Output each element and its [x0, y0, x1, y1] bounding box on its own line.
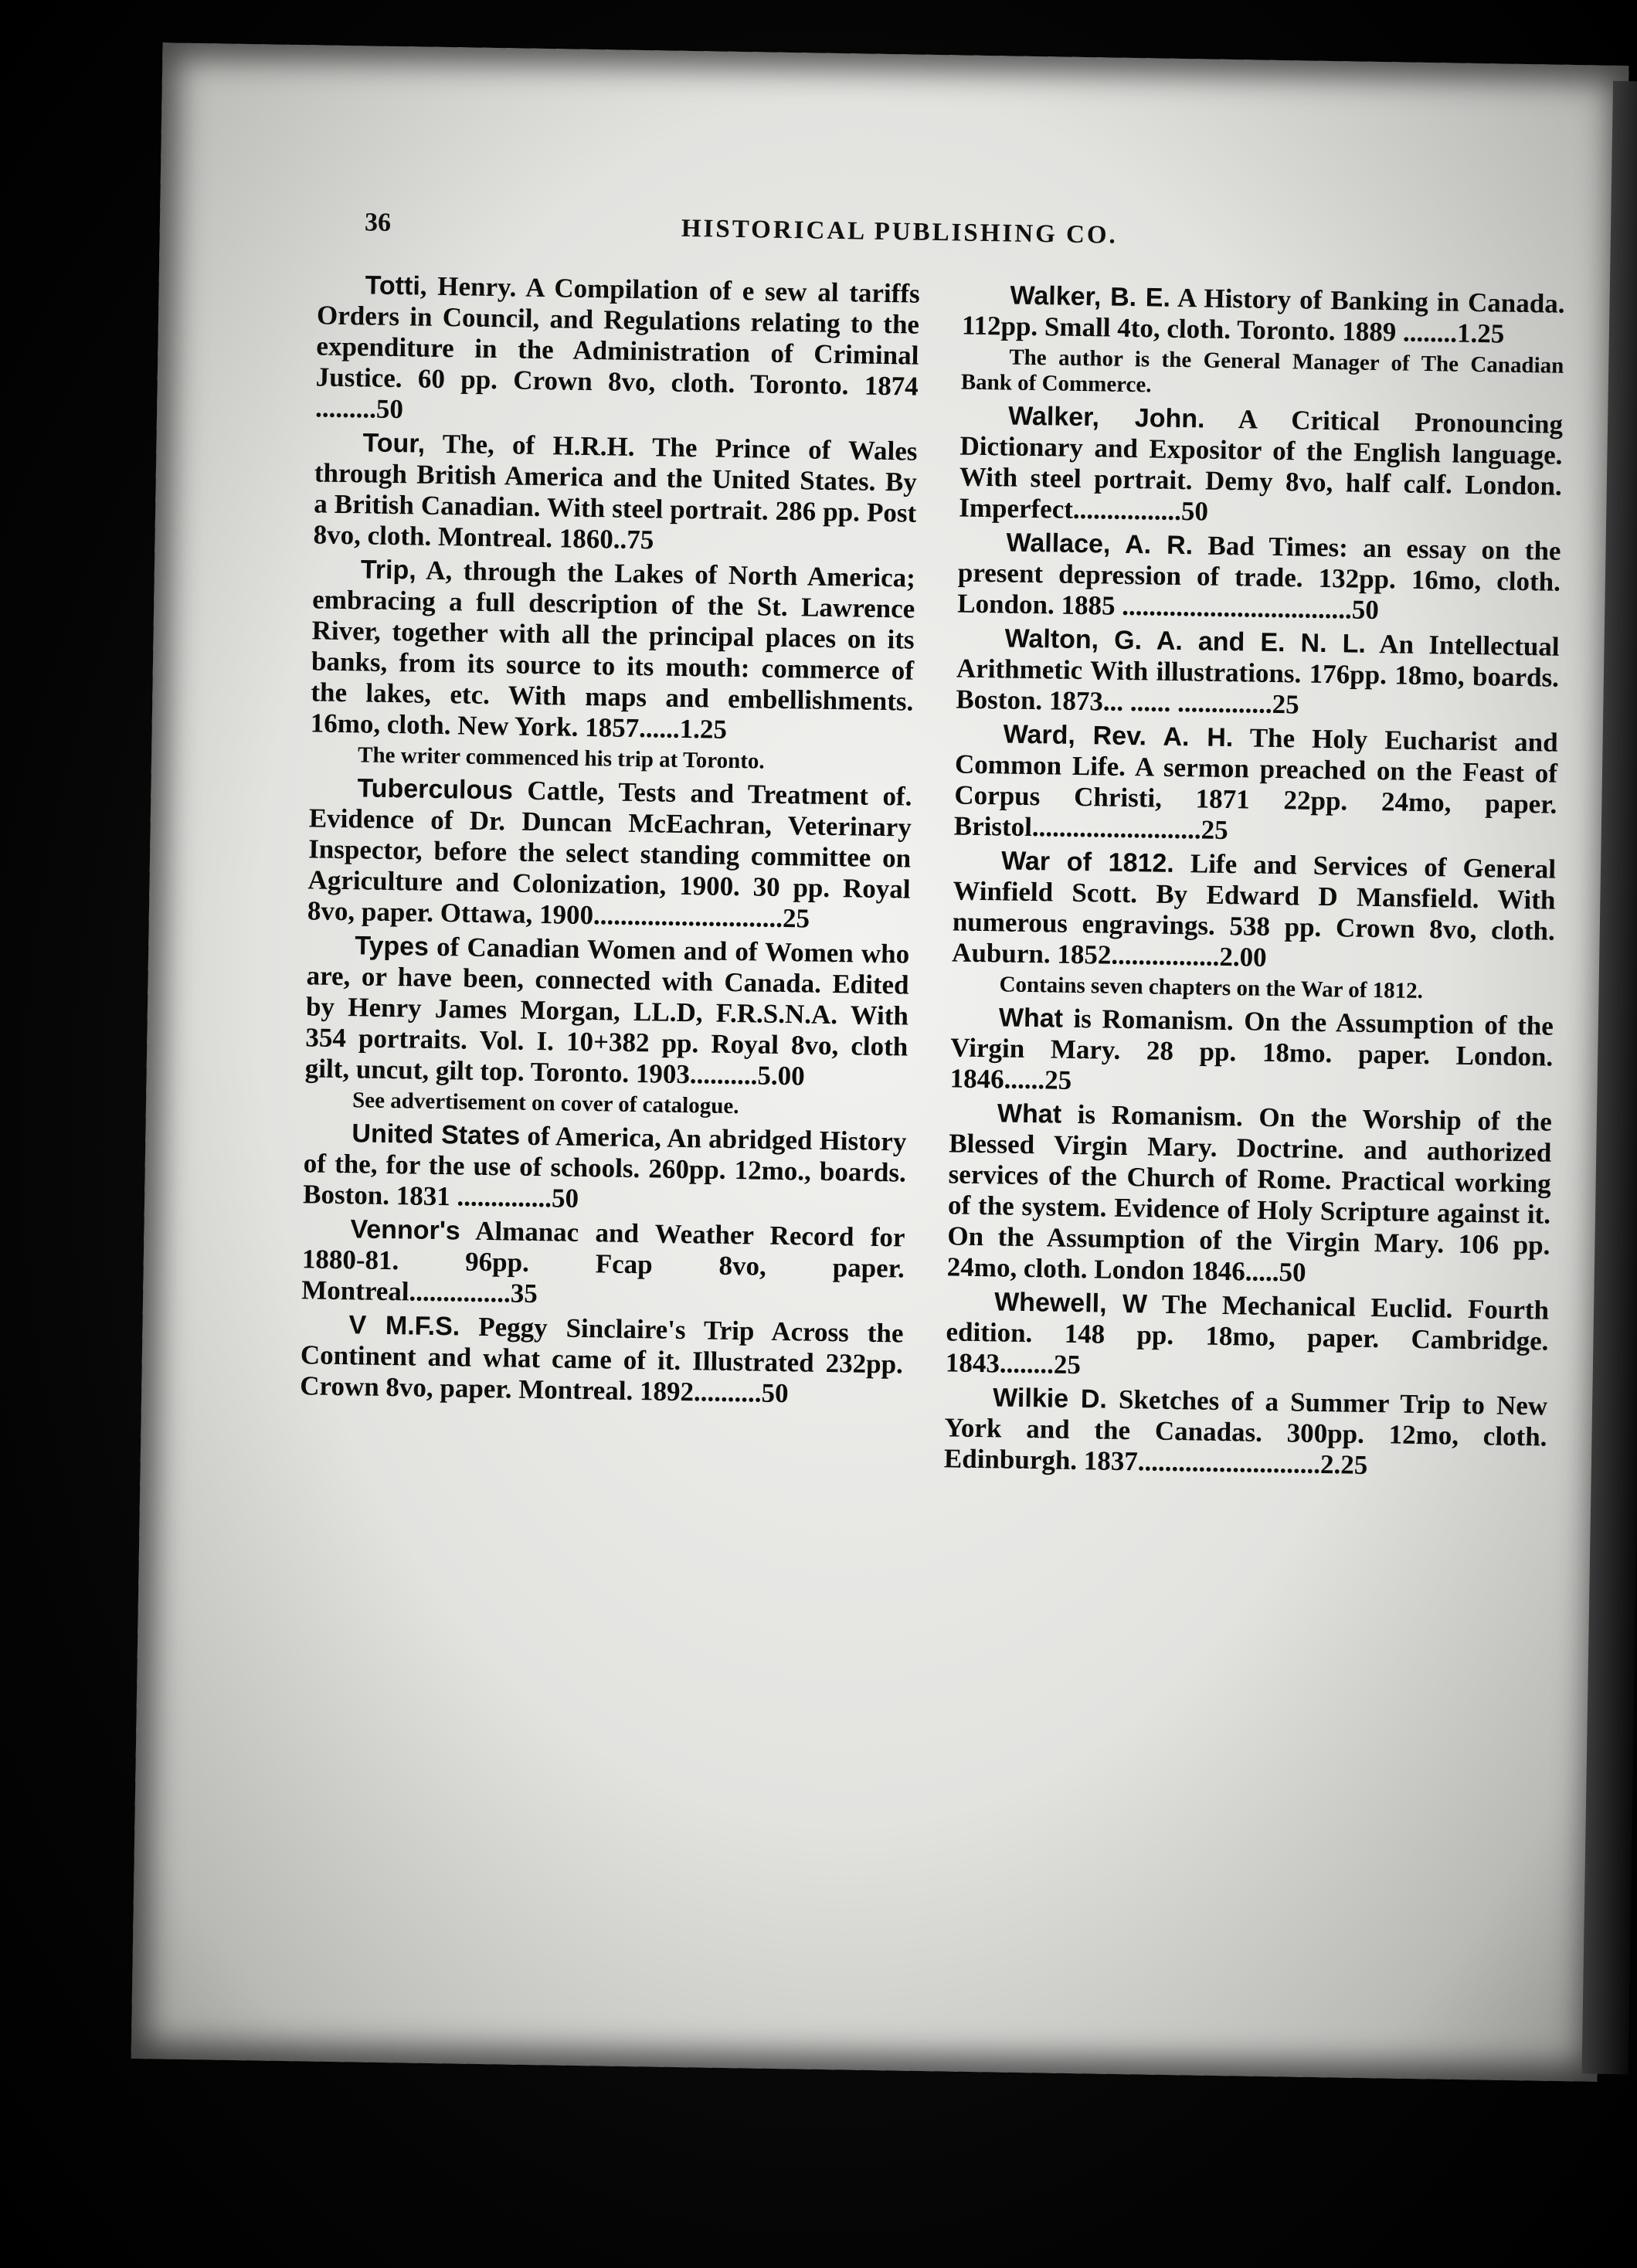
entry-headword: Totti [365, 270, 421, 301]
entry-headword: Trip, [360, 555, 417, 586]
entry-text: The, of H.R.H. The Prince of Wales through British America and the United States. By a British Canadian. With steel portrait. 286 pp. Post 8vo, cloth. Montreal. 1860..75 [313, 428, 918, 555]
catalogue-entry [944, 1381, 1548, 1483]
entry-headword: Tour, [362, 428, 426, 459]
entry-note: The author is the General Manager of The Canadian Bank of Commerce. [960, 345, 1564, 398]
page-edge [1582, 81, 1637, 2075]
catalogue-entry [313, 426, 917, 559]
catalogue-entry [307, 772, 912, 935]
entry-headword: Ward, Rev. A. H. [1003, 719, 1234, 753]
right-column [944, 280, 1565, 1487]
entry-headword: Wilkie D. [992, 1383, 1108, 1414]
entry-headword: War of 1812. [1000, 846, 1175, 878]
catalogue-entry [957, 527, 1561, 629]
catalogue-entry [304, 929, 909, 1093]
page-number: 36 [364, 208, 392, 237]
entry-text: A History of Banking in Canada. 112pp. Small 4to, cloth. Toronto. 1889 ........1.25 [961, 282, 1565, 349]
catalogue-entry [301, 1213, 905, 1315]
entry-note: Contains seven chapters on the War of 1812. [999, 972, 1424, 1004]
catalogue-entry [956, 622, 1560, 724]
entry-text: An Intellectual Arithmetic With illustrations. 176pp. 18mo, boards. Boston. 1873... ...... ..............25 [956, 628, 1560, 720]
catalogue-entry [947, 1097, 1553, 1292]
entry-headword: Walker, B. E. [1010, 280, 1171, 313]
catalogue-entry [315, 269, 920, 433]
catalogue-entry [952, 844, 1556, 977]
entry-text: The Holy Eucharist and Common Life. A sermon preached on the Feast of Corpus Christi, 1871 22pp. 24mo, paper. Bristol.........................25 [953, 722, 1558, 846]
entry-headword: Whewell, W [993, 1287, 1148, 1319]
catalogue-entry [303, 1117, 907, 1219]
catalogue-entry [962, 280, 1565, 351]
entry-text: of Canadian Women and of Women who are, or have been, connected with Canada. Edited by Henry James Morgan, LL.D, F.R.S.N.A. With 354 portraits. Vol. I. 10+382 pp. Royal 8vo, cloth gilt, uncut, gilt top. Toronto. 1903..........5.00 [304, 931, 910, 1092]
entry-text: Bad Times: an essay on the present depression of trade. 132pp. 16mo, cloth. London. 1885 ..................................50 [957, 530, 1561, 626]
entry-text: A Critical Pronouncing Dictionary and Expositor of the English language. With steel portrait. Demy 8vo, half calf. London. Imperfect................50 [958, 403, 1564, 527]
entry-text: Sketches of a Summer Trip to New York and the Canadas. 300pp. 12mo, cloth. Edinburgh. 1837...........................2.25 [943, 1384, 1548, 1480]
catalogue-entry [953, 718, 1557, 850]
entry-headword: Types [354, 931, 430, 962]
entry-text: The Mechanical Euclid. Fourth edition. 148 pp. 18mo, paper. Cambridge. 1843........25 [945, 1288, 1550, 1380]
entry-note: See advertisement on cover of catalogue. [352, 1088, 739, 1119]
entry-text: Cattle, Tests and Treatment of. Evidence of Dr. Duncan McEachran, Veterinary Inspector, before the select standing committee on Agriculture and Colonization, 1900. 30 pp. Royal 8vo, paper. Ottawa, 1900............................25 [307, 775, 912, 934]
entry-headword: What [997, 1098, 1062, 1129]
entry-headword: United States [352, 1119, 521, 1151]
entry-note: The writer commenced his trip at Toronto. [357, 742, 765, 774]
catalogue-page [131, 42, 1629, 2081]
entry-text: is Romanism. On the Assumption of the Virgin Mary. 28 pp. 18mo. paper. London. 1846......25 [949, 1003, 1554, 1095]
entry-headword: What [998, 1003, 1064, 1034]
entry-headword: Wallace, A. R. [1006, 528, 1194, 561]
catalogue-entry [310, 553, 915, 748]
entry-text: Almanac and Weather Record for 1880-81. 96pp. Fcap 8vo, paper. Montreal...............35 [301, 1215, 905, 1309]
entry-headword: Tuberculous [357, 773, 514, 806]
catalogue-entry [949, 1001, 1554, 1103]
entry-headword: Walton, G. A. and E. N. L. [1004, 623, 1367, 659]
entry-text: , Henry. A Compilation of e sew al tariffs Orders in Council, and Regulations relating to the expenditure in the Administration of Criminal Justice. 60 pp. Crown 8vo, cloth. Toronto. 1874 .........50 [314, 270, 920, 425]
catalogue-entry [959, 400, 1563, 533]
entry-text: is Romanism. On the Worship of the Blessed Virgin Mary. Doctrine. and authorized services of the Church of Rome. Practical working of the system. Evidence of Holy Scripture against it. On the Assumption of the Virgin Mary. 106 pp. 24mo, cloth. London 1846.....50 [946, 1098, 1553, 1288]
page-header [159, 205, 1626, 274]
catalogue-entry [946, 1285, 1550, 1387]
entry-text: Peggy Sinclaire's Trip Across the Continent and what came of it. Illustrated 232pp. Crown 8vo, paper. Montreal. 1892..........50 [300, 1311, 904, 1409]
entry-text: A, through the Lakes of North America; embracing a full description of the St. Lawrence River, together with all the principal places on its banks, from its source to its mouth: commerce of the lakes, etc. With maps and embellishments. 16mo, cloth. New York. 1857......1.25 [310, 555, 916, 745]
left-column [300, 269, 920, 1414]
entry-text: of America, An abridged History of the, for the use of schools. 260pp. 12mo., boards. Boston. 1831 ..............50 [302, 1120, 907, 1214]
entry-headword: Vennor's [350, 1214, 461, 1246]
entry-headword: V M.F.S. [348, 1310, 460, 1342]
entry-text: Life and Services of General Winfield Scott. By Edward D Mansfield. With numerous engravings. 538 pp. Crown 8vo, cloth. Auburn. 1852................2.00 [951, 847, 1557, 973]
entry-headword: Walker, John. [1007, 401, 1205, 434]
running-head: HISTORICAL PUBLISHING CO. [681, 214, 1119, 250]
catalogue-entry [300, 1309, 904, 1411]
